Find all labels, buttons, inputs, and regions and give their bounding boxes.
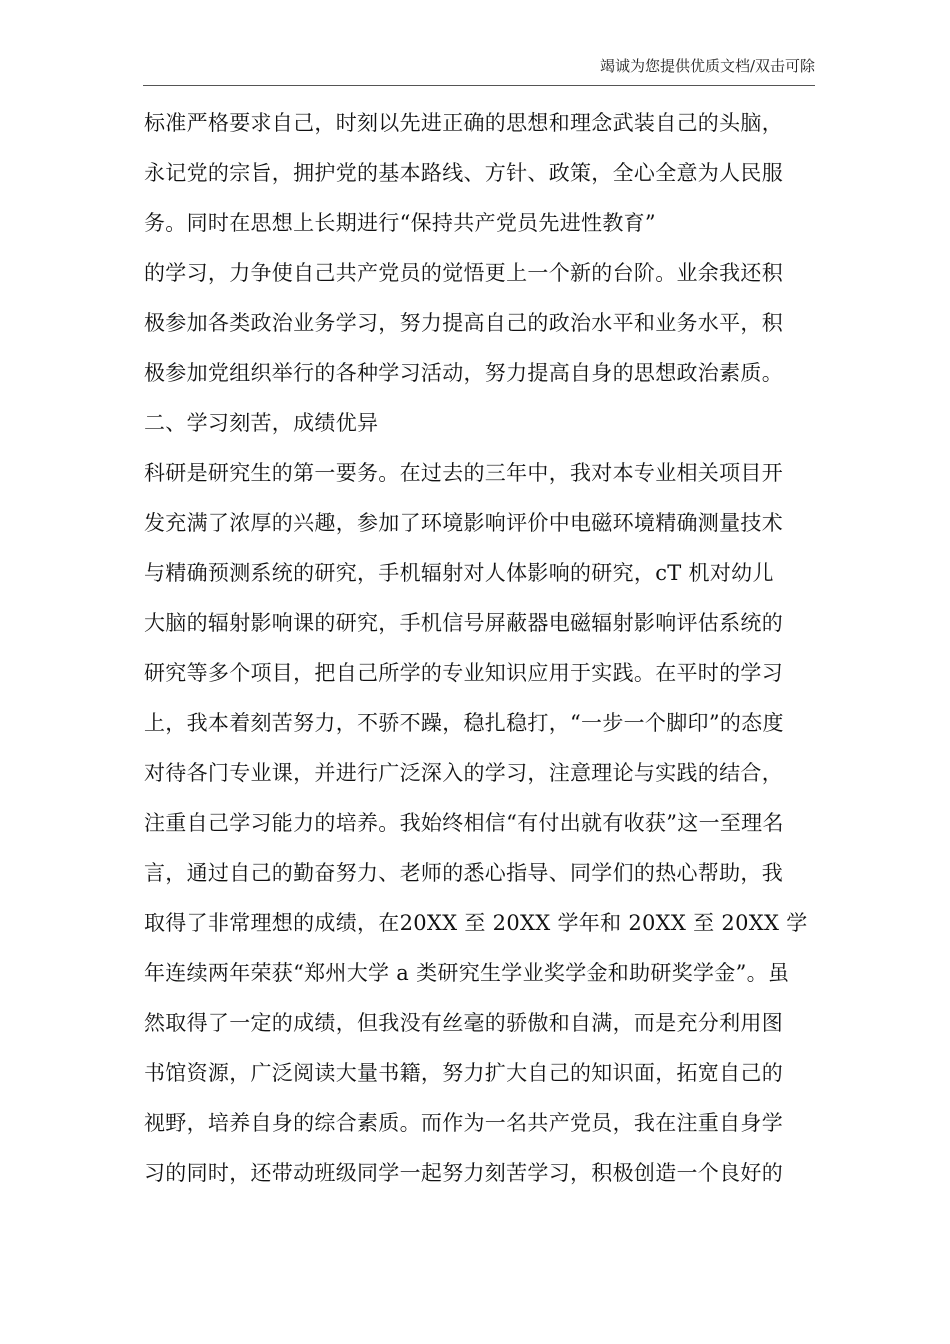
text-line: 研究等多个项目，把自己所学的专业知识应用于实践。在平时的学习 <box>144 661 783 685</box>
text-line: 标准严格要求自己，时刻以先进正确的思想和理念武装自己的头脑， <box>144 111 783 135</box>
text-line: 与精确预测系统的研究，手机辐射对人体影响的研究，cT 机对幼儿 <box>144 561 774 585</box>
text-line: 言，通过自己的勤奋努力、老师的悉心指导、同学们的热心帮助，我 <box>144 861 783 885</box>
text-line: 取得了非常理想的成绩，在20XX 至 20XX 学年和 20XX 至 20XX 学 <box>144 911 808 935</box>
section-heading: 二、学习刻苦，成绩优异 <box>144 411 379 435</box>
text-line: 注重自己学习能力的培养。我始终相信“有付出就有收获”这一至理名 <box>144 811 784 835</box>
header-note: 竭诚为您提供优质文档/双击可除 <box>600 57 816 75</box>
text-line: 科研是研究生的第一要务。在过去的三年中，我对本专业相关项目开 <box>144 461 783 485</box>
text-line: 书馆资源，广泛阅读大量书籍，努力扩大自己的知识面，拓宽自己的 <box>144 1061 783 1085</box>
document-body <box>144 98 824 1198</box>
text-line: 极参加党组织举行的各种学习活动，努力提高自身的思想政治素质。 <box>144 361 783 385</box>
text-line: 上，我本着刻苦努力，不骄不躁，稳扎稳打，“一步一个脚印”的态度 <box>144 711 784 735</box>
header-divider <box>143 85 815 86</box>
text-line: 年连续两年荣获“郑州大学 a 类研究生学业奖学金和助研奖学金”。虽 <box>144 961 790 985</box>
text-line: 然取得了一定的成绩，但我没有丝毫的骄傲和自满，而是充分利用图 <box>144 1011 783 1035</box>
text-line: 视野，培养自身的综合素质。而作为一名共产党员，我在注重自身学 <box>144 1111 783 1135</box>
text-line: 务。同时在思想上长期进行“保持共产党员先进性教育” <box>144 211 656 235</box>
text-line: 发充满了浓厚的兴趣，参加了环境影响评价中电磁环境精确测量技术 <box>144 511 783 535</box>
text-line: 的学习，力争使自己共产党员的觉悟更上一个新的台阶。业余我还积 <box>144 261 783 285</box>
text-line: 大脑的辐射影响课的研究，手机信号屏蔽器电磁辐射影响评估系统的 <box>144 611 783 635</box>
text-line: 习的同时，还带动班级同学一起努力刻苦学习，积极创造一个良好的 <box>144 1161 783 1185</box>
text-line: 对待各门专业课，并进行广泛深入的学习，注意理论与实践的结合， <box>144 761 783 785</box>
text-line: 极参加各类政治业务学习，努力提高自己的政治水平和业务水平，积 <box>144 311 783 335</box>
text-line: 永记党的宗旨，拥护党的基本路线、方针、政策，全心全意为人民服 <box>144 161 783 185</box>
